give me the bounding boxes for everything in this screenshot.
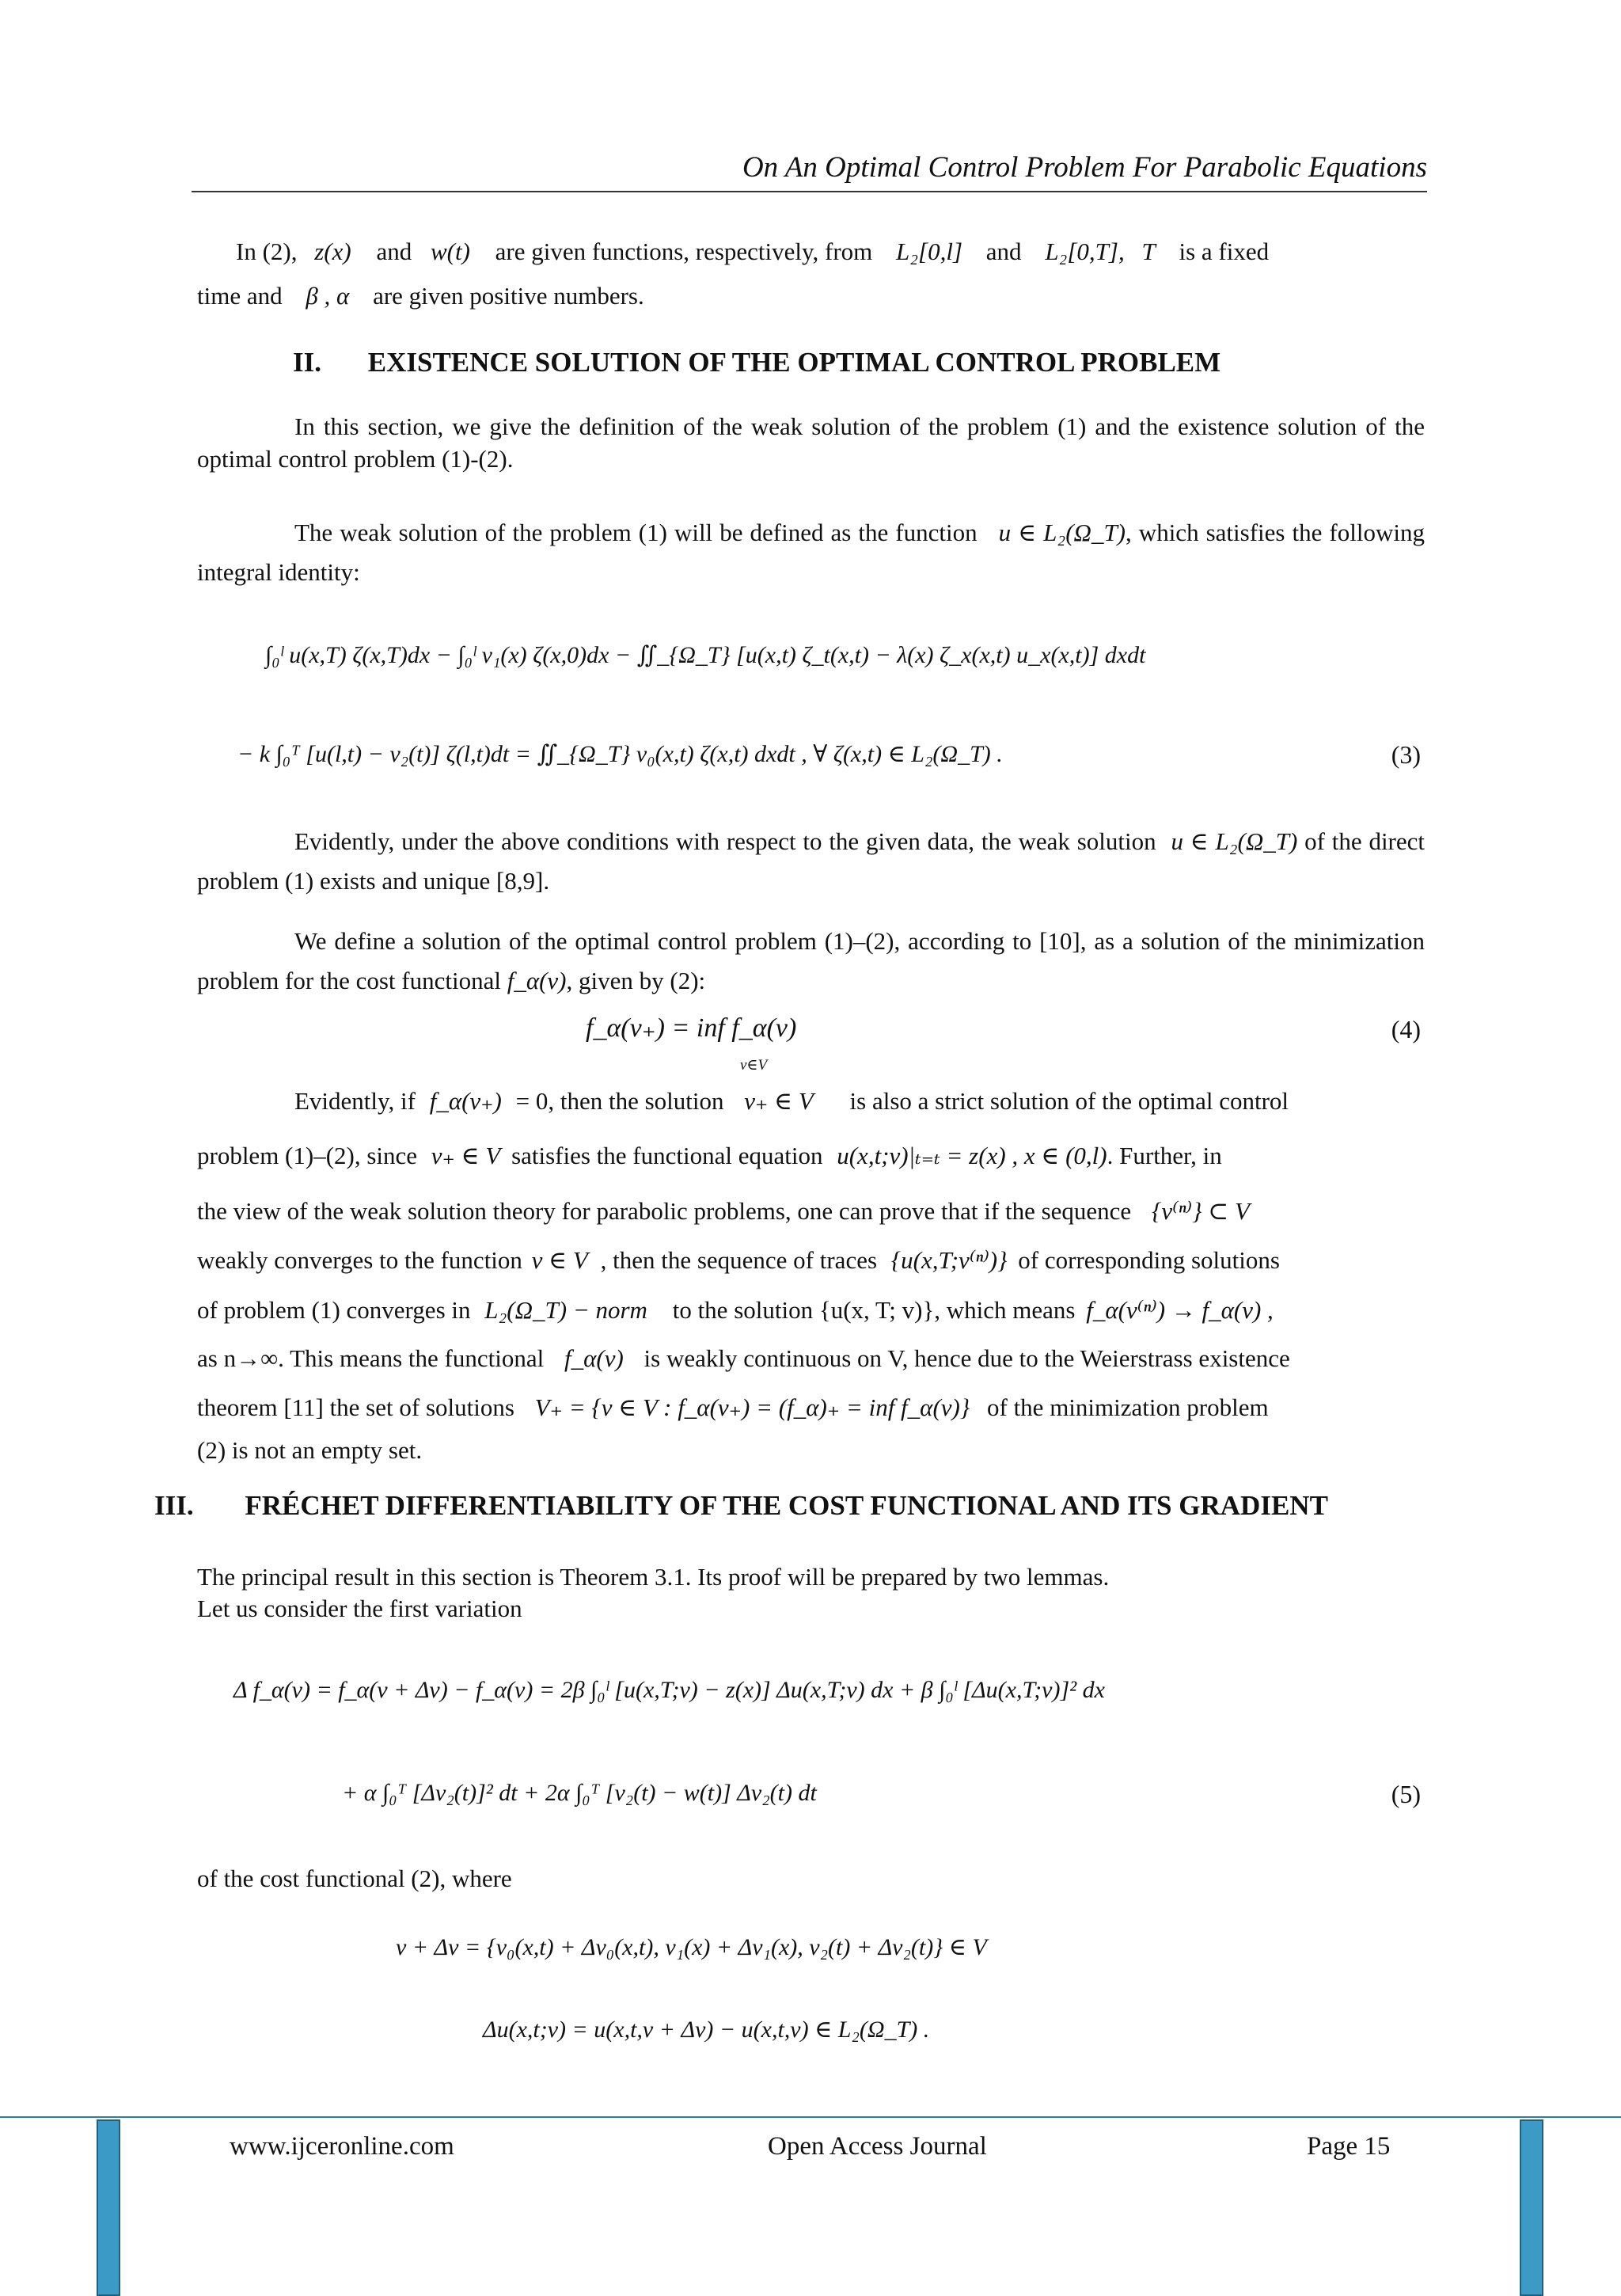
intro-text: and [985,238,1022,265]
equation-6: v + Δv = {v₀(x,t) + Δv₀(x,t), v₁(x) + Δv₁(x), v₂(t) + Δv₂(t)} ∈ V [396,1934,987,1960]
section-number: II. [293,347,321,378]
para-text: as n→∞. This means the functional [197,1344,545,1372]
inline-math: u ∈ L₂(Ω_T) [998,519,1126,546]
intro-text: time and [197,282,283,310]
inline-math: v ∈ V [531,1246,588,1274]
running-head: On An Optimal Control Problem For Parabolic Equations [742,151,1427,184]
intro-text: is a fixed [1179,238,1270,265]
intro-math: z(x) [314,238,351,265]
para-text: , given by (2): [566,967,706,994]
footer-bar-right [1520,2119,1543,2296]
section-2-paragraph-4 [197,922,1425,1001]
intro-text: are given functions, respectively, from [495,238,873,265]
section-2-heading [293,347,1220,378]
para-line: Let us consider the first variation [197,1595,522,1622]
section-2-paragraph-3 [197,822,1425,901]
intro-line-1 [236,230,1425,274]
equation-3-line-1: ∫₀ˡ u(x,T) ζ(x,T)dx − ∫₀ˡ v₁(x) ζ(x,0)dx − ∬_{Ω_T} [u(x,t) ζ_t(x,t) − λ(x) ζ_x(x,t) u_x(x,t)] dxdt [265,642,1146,668]
inline-math: f_α(v) [564,1344,624,1372]
inline-math: f_α(v) [507,967,567,994]
para-text: The weak solution of the problem (1) will be defined as the function [294,519,978,546]
para-text: problem (1)–(2), since [197,1142,418,1169]
intro-math: L₂[0,T], [1045,238,1125,265]
header-rule [192,191,1427,192]
intro-math: T [1141,238,1156,265]
inline-math: u(x,t;v)|ₜ₌ₜ = z(x) , x ∈ (0,l) [837,1142,1107,1169]
inline-math: u ∈ L₂(Ω_T) [1171,827,1298,855]
footer-website: www.ijceronline.com [230,2132,454,2161]
inline-math: {v⁽ⁿ⁾} ⊂ V [1151,1197,1250,1225]
footer-bar-left [97,2119,120,2296]
equation-4-under: v∈V [740,1057,768,1074]
footer-journal: Open Access Journal [768,2132,987,2161]
section-2-paragraph-1: In this section, we give the definition of the weak solution of the problem (1) and the existence solution of the optimal control problem (1)-(2). [197,412,1425,473]
equation-3-line-2: − k ∫₀ᵀ [u(l,t) − v₂(t)] ζ(l,t)dt = ∬_{Ω_T} v₀(x,t) ζ(x,t) dxdt , ∀ ζ(x,t) ∈ L₂(Ω_T) . [237,741,1003,767]
para-text: Evidently, if [294,1087,416,1115]
inline-math: f_α(v⁽ⁿ⁾) → f_α(v) , [1086,1296,1274,1324]
equation-5-line-1: Δ f_α(v) = f_α(v + Δv) − f_α(v) = 2β ∫₀ˡ [u(x,T;v) − z(x)] Δu(x,T;v) dx + β ∫₀ˡ [Δu(x,T;v)]² dx [233,1677,1105,1703]
section-3-paragraph-2: of the cost functional (2), where [197,1865,512,1892]
intro-text: In (2), [236,238,298,265]
para-text: , then the sequence of traces [600,1246,878,1274]
intro-math: L₂[0,l] [896,238,963,265]
equation-7: Δu(x,t;v) = u(x,t,v + Δv) − u(x,t,v) ∈ L₂(Ω_T) . [483,2017,930,2043]
equation-5-number: (5) [1391,1780,1421,1808]
para-line: (2) is not an empty set. [197,1436,423,1464]
para-text: We define a solution of the optimal control problem (1)–(2), according to [10], as a solution of the minimization problem for the cost functional [197,927,1425,994]
para-text: of corresponding solutions [1018,1246,1280,1274]
para-text: weakly converges to the function [197,1246,522,1274]
equation-5-line-2: + α ∫₀ᵀ [Δv₂(t)]² dt + 2α ∫₀ᵀ [v₂(t) − w(t)] Δv₂(t) dt [342,1780,817,1806]
para-text: is also a strict solution of the optimal control [849,1087,1289,1115]
footer-page-number: Page 15 [1307,2132,1391,2161]
footer-rule [0,2116,1621,2118]
para-line: The principal result in this section is Theorem 3.1. Its proof will be prepared by two lemmas. [197,1563,1110,1591]
para-text: Evidently, under the above conditions with respect to the given data, the weak solution [294,827,1156,855]
para-text: to the solution {u(x, T; v)}, which means [672,1296,1076,1324]
para-line [197,1386,1425,1430]
section-2-paragraph-2 [197,513,1425,592]
para-text: , which satisfies the following integral identity: [197,519,1425,586]
para-line [197,1336,1425,1381]
inline-math: L₂(Ω_T) − norm [484,1296,647,1324]
para-text: . Further, in [1107,1142,1222,1169]
para-text: of problem (1) converges in [197,1296,471,1324]
inline-math: V₊ = {v ∈ V : f_α(v₊) = (f_α)₊ = inf f_α(v)} [534,1393,970,1421]
para-line [197,1288,1425,1332]
intro-text: and [376,238,412,265]
inline-math: {u(x,T;v⁽ⁿ⁾)} [890,1246,1008,1274]
intro-line-2 [197,274,1425,318]
para-line [197,1134,1425,1178]
para-text: of the direct problem (1) exists and unique [8,9]. [197,827,1425,895]
intro-math: w(t) [430,238,470,265]
para-line [294,1079,1289,1123]
equation-4: f_α(v₊) = inf f_α(v) [586,1013,797,1043]
para-line [197,1189,1425,1234]
para-text: satisfies the functional equation [511,1142,823,1169]
inline-math: v₊ ∈ V [744,1087,814,1115]
section-title: FRÉCHET DIFFERENTIABILITY OF THE COST FUNCTIONAL AND ITS GRADIENT [245,1490,1328,1521]
intro-math: β , α [306,282,350,310]
section-title: EXISTENCE SOLUTION OF THE OPTIMAL CONTROL PROBLEM [367,347,1221,378]
section-3-paragraph-1 [197,1561,1425,1625]
equation-3-number: (3) [1391,740,1421,769]
inline-math: v₊ ∈ V [431,1142,501,1169]
para-text: is weakly continuous on V, hence due to the Weierstrass existence [643,1344,1290,1372]
equation-4-number: (4) [1391,1015,1421,1043]
para-text: of the minimization problem [987,1393,1269,1421]
section-number: III. [154,1490,194,1521]
para-text: = 0, then the solution [515,1087,724,1115]
para-text: theorem [11] the set of solutions [197,1393,514,1421]
para-line [197,1238,1425,1283]
section-3-heading [154,1490,1328,1522]
para-text: the view of the weak solution theory for parabolic problems, one can prove that if the sequence [197,1197,1132,1225]
intro-text: are given positive numbers. [373,282,644,310]
inline-math: f_α(v₊) [429,1087,502,1115]
